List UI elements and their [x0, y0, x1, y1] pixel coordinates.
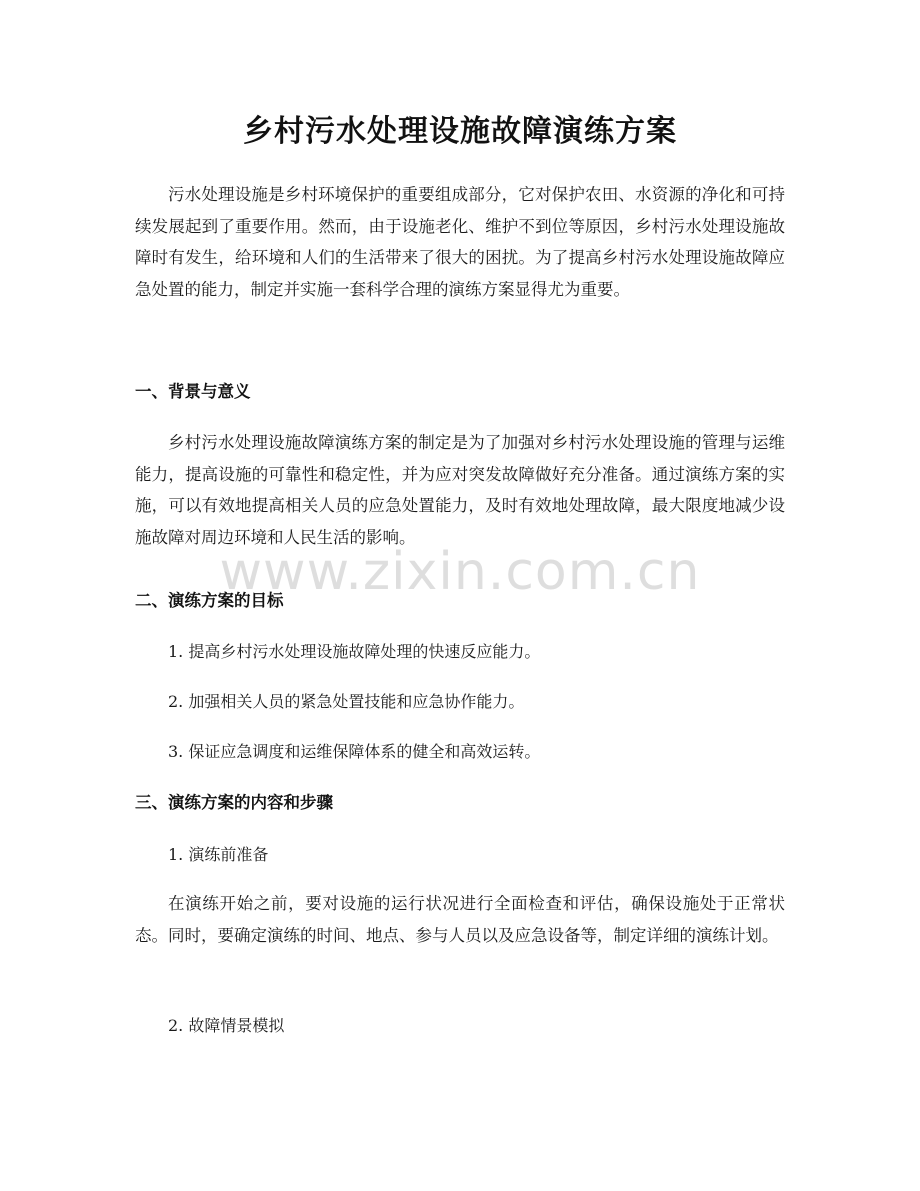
- goal-item-1: 1. 提高乡村污水处理设施故障处理的快速反应能力。: [168, 642, 541, 661]
- step-1-paragraph: 在演练开始之前，要对设施的运行状况进行全面检查和评估，确保设施处于正常状态。同时，要确定演练的时间、地点、参与人员以及应急设备等，制定详细的演练计划。: [135, 894, 785, 945]
- section-heading-content-steps: 三、演练方案的内容和步骤: [135, 793, 333, 812]
- goal-item-3: 3. 保证应急调度和运维保障体系的健全和高效运转。: [168, 742, 541, 761]
- background-paragraph: 乡村污水处理设施故障演练方案的制定是为了加强对乡村污水处理设施的管理与运维能力，提高设施的可靠性和稳定性，并为应对突发故障做好充分准备。通过演练方案的实施，可以有效地提高相关人员的应急处置能力，及时有效地处理故障，最大限度地减少设施故障对周边环境和人民生活的影响。: [135, 433, 785, 547]
- document-title: 乡村污水处理设施故障演练方案: [243, 114, 677, 149]
- intro-paragraph: 污水处理设施是乡村环境保护的重要组成部分，它对保护农田、水资源的净化和可持续发展起到了重要作用。然而，由于设施老化、维护不到位等原因，乡村污水处理设施故障时有发生，给环境和人们的生活带来了很大的困扰。为了提高乡村污水处理设施故障应急处置的能力，制定并实施一套科学合理的演练方案显得尤为重要。: [135, 185, 785, 299]
- goal-item-2: 2. 加强相关人员的紧急处置技能和应急协作能力。: [168, 692, 525, 711]
- watermark: www.zixin.com.cn: [219, 542, 701, 602]
- step-2-label: 2. 故障情景模拟: [168, 1016, 285, 1035]
- section-heading-goals: 二、演练方案的目标: [135, 591, 284, 610]
- section-heading-background: 一、背景与意义: [135, 382, 251, 401]
- step-1-label: 1. 演练前准备: [168, 845, 269, 864]
